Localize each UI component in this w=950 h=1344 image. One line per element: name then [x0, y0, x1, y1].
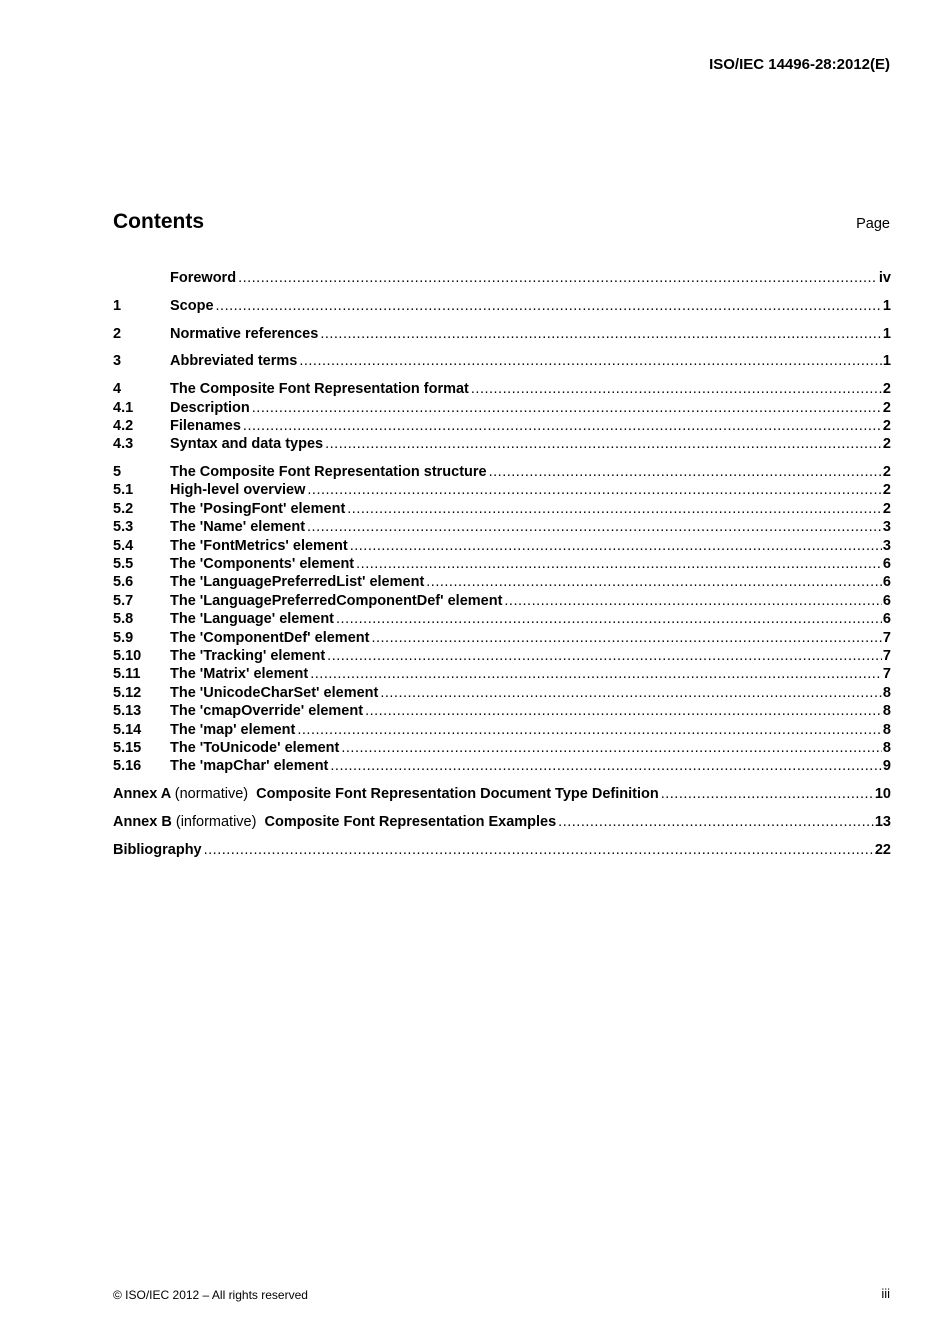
toc-entry-title: The 'UnicodeCharSet' element: [170, 684, 379, 701]
toc-entry-number: 4.1: [113, 399, 134, 416]
toc-entry-title: Bibliography: [113, 841, 202, 858]
toc-entry-title: Filenames: [170, 417, 241, 434]
dot-leader: [250, 399, 882, 417]
toc-entry-number: 4.2: [113, 417, 134, 434]
toc-entry-page: 6: [882, 574, 891, 591]
toc-entry-number: 5.11: [113, 666, 141, 683]
toc-entry-title: The 'cmapOverride' element: [170, 703, 364, 720]
toc-entry-page: 8: [882, 739, 891, 756]
toc-entry[interactable]: [113, 592, 891, 610]
toc-entry[interactable]: [113, 518, 891, 536]
toc-entry-title: The 'LanguagePreferredComponentDef' element: [170, 592, 503, 609]
toc-entry-page: 6: [882, 592, 891, 609]
toc-entry[interactable]: [113, 665, 891, 683]
toc-entry-number: 5.7: [113, 592, 134, 609]
toc-entry[interactable]: [113, 481, 891, 499]
dot-leader: [502, 592, 882, 610]
footer-copyright: © ISO/IEC 2012 – All rights reserved: [113, 1288, 308, 1302]
toc-entry-title: Foreword: [170, 270, 237, 286]
toc-entry[interactable]: [113, 463, 891, 481]
toc-entry-title: [113, 785, 659, 803]
toc-annex-entry[interactable]: [113, 813, 891, 831]
toc-entry-title: The 'ToUnicode' element: [170, 739, 340, 756]
toc-entry-title: Scope: [170, 297, 214, 314]
dot-leader: [348, 537, 882, 555]
toc-entry-title: The Composite Font Representation structure: [170, 464, 487, 481]
dot-leader: [305, 481, 882, 499]
toc-entry-number: 5.16: [113, 758, 142, 775]
toc-annex-entry[interactable]: [113, 785, 891, 803]
dot-leader: [328, 757, 882, 775]
dot-leader: [295, 721, 882, 739]
toc-entry-title: The Composite Font Representation format: [170, 381, 469, 398]
toc-entry-number: 5.1: [113, 482, 134, 499]
dot-leader: [334, 610, 882, 628]
toc-entry-number: 5: [113, 464, 122, 481]
toc-entry-title: The 'PosingFont' element: [170, 500, 346, 517]
toc-entry-page: 7: [882, 647, 891, 664]
dot-leader: [297, 352, 882, 370]
dot-leader: [305, 518, 882, 536]
toc-entry-title: The 'Name' element: [170, 519, 306, 536]
dot-leader: [323, 435, 882, 453]
toc-entry[interactable]: [113, 721, 891, 739]
annex-title: Composite Font Representation Document Type Definition: [256, 786, 659, 803]
document-id: ISO/IEC 14496-28:2012(E): [709, 56, 890, 73]
toc-entry[interactable]: [113, 500, 891, 518]
toc-entry-page: 2: [882, 417, 891, 434]
toc-entry-title: [113, 813, 556, 831]
toc-entry-page: 7: [882, 666, 891, 683]
dot-leader: [345, 500, 882, 518]
toc-entry-page: 1: [882, 325, 891, 342]
toc-entry-page: iv: [878, 270, 891, 286]
toc-entry[interactable]: [113, 380, 891, 398]
toc-entry[interactable]: [113, 610, 891, 628]
contents-heading: Contents: [113, 210, 204, 233]
toc-entry[interactable]: [113, 352, 891, 370]
dot-leader: [487, 463, 882, 481]
toc-entry[interactable]: [113, 702, 891, 720]
toc-entry[interactable]: [113, 325, 891, 343]
toc-entry-number: 5.9: [113, 629, 134, 646]
toc-entry-title: The 'ComponentDef' element: [170, 629, 370, 646]
toc-entry-page: 3: [882, 519, 891, 536]
toc-entry[interactable]: [113, 269, 891, 287]
toc-entry-page: 2: [882, 500, 891, 517]
toc-entry-number: 3: [113, 353, 122, 370]
toc-entry-number: 5.3: [113, 519, 134, 536]
toc-entry-title: Description: [170, 399, 250, 416]
annex-title: Composite Font Representation Examples: [264, 813, 557, 830]
toc-entry-title: The 'Language' element: [170, 611, 335, 628]
toc-entry-title: The 'Components' element: [170, 556, 355, 573]
dot-leader: [308, 665, 882, 683]
toc-entry[interactable]: [113, 297, 891, 315]
toc-entry-number: 5.10: [113, 647, 142, 664]
toc-entry-number: 5.15: [113, 739, 142, 756]
dot-leader: [202, 841, 874, 859]
toc-entry-title: Normative references: [170, 325, 319, 342]
toc-entry-title: Abbreviated terms: [170, 353, 298, 370]
toc-bibliography-entry[interactable]: [113, 841, 891, 859]
toc-entry-number: 5.6: [113, 574, 134, 591]
toc-entry-page: 2: [882, 399, 891, 416]
toc-entry-title: The 'Matrix' element: [170, 666, 309, 683]
toc-entry-page: 2: [882, 482, 891, 499]
dot-leader: [354, 555, 882, 573]
toc-entry-page: 2: [882, 464, 891, 481]
toc-entry-number: 1: [113, 297, 122, 314]
toc-entry-title: The 'Tracking' element: [170, 647, 326, 664]
dot-leader: [424, 573, 882, 591]
toc-entry[interactable]: [113, 417, 891, 435]
toc-entry-page: 3: [882, 537, 891, 554]
toc-entry[interactable]: [113, 757, 891, 775]
toc-entry-number: 2: [113, 325, 122, 342]
toc-entry-title: The 'map' element: [170, 721, 296, 738]
dot-leader: [659, 785, 874, 803]
toc-entry-page: 7: [882, 629, 891, 646]
page-column-label: Page: [856, 216, 890, 232]
annex-kind: (normative): [174, 786, 249, 803]
dot-leader: [325, 647, 882, 665]
toc-entry-page: 9: [882, 758, 891, 775]
toc-entry-page: 10: [874, 786, 891, 803]
toc-entry-page: 8: [882, 703, 891, 720]
toc-entry-number: 5.12: [113, 684, 142, 701]
annex-kind: (informative): [175, 813, 257, 830]
toc-entry[interactable]: [113, 629, 891, 647]
dot-leader: [241, 417, 882, 435]
annex-label: Annex A: [113, 786, 171, 803]
footer-page-number: iii: [881, 1286, 890, 1301]
toc-entry[interactable]: [113, 739, 891, 757]
toc-entry-number: 5.2: [113, 500, 134, 517]
toc-entry-page: 6: [882, 611, 891, 628]
toc-entry[interactable]: [113, 647, 891, 665]
dot-leader: [363, 702, 882, 720]
annex-label: Annex B: [113, 813, 172, 830]
toc-entry-page: 6: [882, 556, 891, 573]
dot-leader: [236, 269, 878, 287]
toc-entry-page: 1: [882, 353, 891, 370]
toc-entry-number: 4.3: [113, 436, 134, 453]
toc-entry-page: 8: [882, 684, 891, 701]
dot-leader: [556, 813, 874, 831]
dot-leader: [469, 380, 882, 398]
toc-entry-page: 2: [882, 436, 891, 453]
toc-entry-number: 5.4: [113, 537, 134, 554]
toc-entry-title: The 'FontMetrics' element: [170, 537, 348, 554]
toc-entry-number: 5.14: [113, 721, 142, 738]
toc-entry-page: 1: [882, 297, 891, 314]
toc-entry-title: The 'mapChar' element: [170, 758, 329, 775]
toc-entry-number: 4: [113, 381, 122, 398]
dot-leader: [369, 629, 881, 647]
dot-leader: [378, 684, 882, 702]
toc-entry-number: 5.5: [113, 556, 134, 573]
toc-entry[interactable]: [113, 555, 891, 573]
toc-entry-page: 2: [882, 381, 891, 398]
dot-leader: [318, 325, 882, 343]
toc-entry-page: 8: [882, 721, 891, 738]
toc-entry-page: 22: [874, 841, 891, 858]
toc-entry-number: 5.13: [113, 703, 142, 720]
toc-entry-title: The 'LanguagePreferredList' element: [170, 574, 425, 591]
dot-leader: [214, 297, 882, 315]
toc-entry[interactable]: [113, 537, 891, 555]
toc-entry-number: 5.8: [113, 611, 134, 628]
toc-entry[interactable]: [113, 684, 891, 702]
toc-entry-title: High-level overview: [170, 482, 306, 499]
toc-entry-title: Syntax and data types: [170, 436, 324, 453]
toc-entry[interactable]: [113, 435, 891, 453]
toc-entry[interactable]: [113, 573, 891, 591]
toc-entry-page: 13: [874, 813, 891, 830]
dot-leader: [339, 739, 882, 757]
toc-entry[interactable]: [113, 399, 891, 417]
table-of-contents: [113, 269, 891, 859]
